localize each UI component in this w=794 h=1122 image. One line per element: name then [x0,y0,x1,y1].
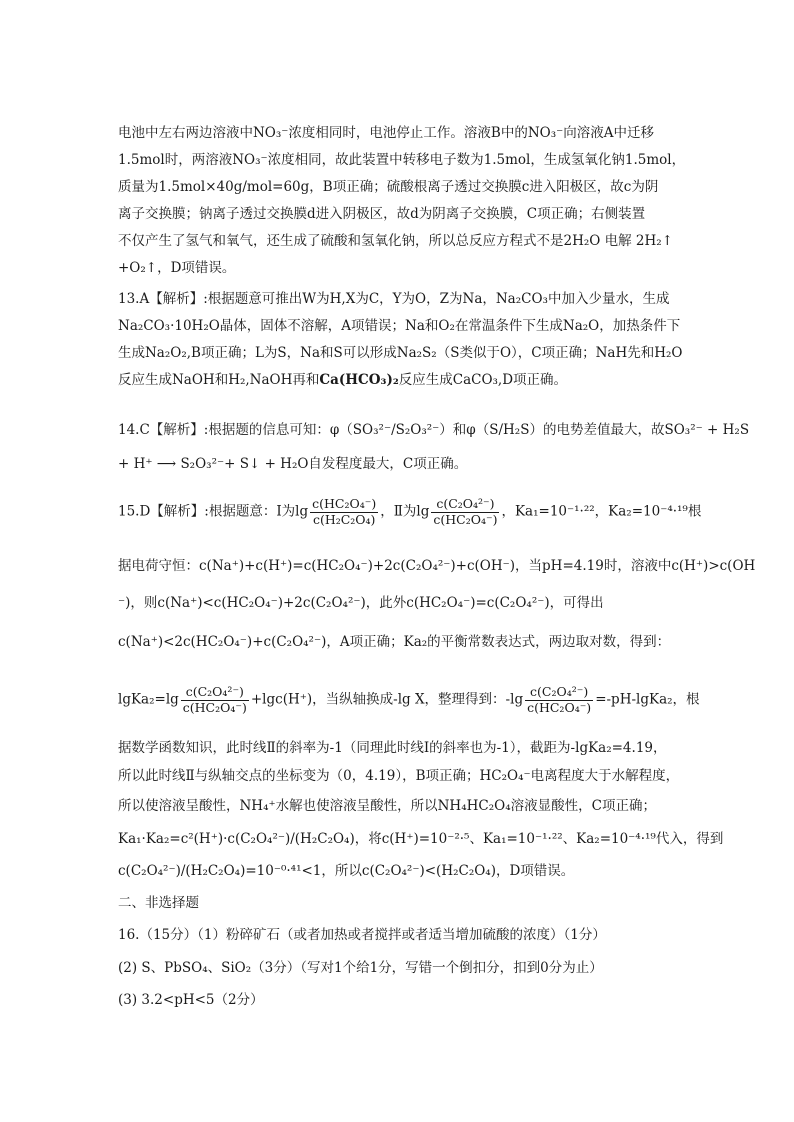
fraction-numerator: c(C₂O₄²⁻) [431,498,499,513]
q13-line: 生成Na₂O₂,B项正确；L为S，Na和S可以形成Na₂S₂（S类似于O），C项正确；NaH先和H₂O [118,345,683,361]
q15-line: 所以使溶液呈酸性，NH₄⁺水解也使溶液呈酸性，所以NH₄HC₂O₄溶液显酸性，C项正确； [118,798,656,814]
text-line: 离子交换膜；钠离子透过交换膜d进入阴极区，故d为阴离子交换膜，C项正确；右侧装置 [118,206,646,222]
fraction-denominator: c(HC₂O₄⁻) [182,699,247,715]
q16-line: 16.（15分）（1）粉碎矿石（或者加热或者搅拌或者适当增加硫酸的浓度）（1分） [118,927,606,943]
fraction-denominator: c(H₂C₂O₄) [312,511,376,527]
q15-text: +lgc(H⁺)，当纵轴换成-lg X，整理得到：-lg [250,691,524,708]
fraction [181,686,249,714]
q15-line [118,684,700,715]
q15-line: 据数学函数知识，此时线Ⅱ的斜率为-1（同理此时线Ⅰ的斜率也为-1），截距为-lgKa₂=4.19， [118,740,667,756]
q15-line: 据电荷守恒：c(Na⁺)+c(H⁺)=c(HC₂O₄⁻)+2c(C₂O₄²⁻)+c(OH⁻)，当pH=4.19时，溶液中c(H⁺)>c(OH [118,558,756,574]
q15-line: Ka₁·Ka₂=c²(H⁺)·c(C₂O₄²⁻)/(H₂C₂O₄)，将c(H⁺)=10⁻²·⁵、Ka₁=10⁻¹·²²、Ka₂=10⁻⁴·¹⁹代入，得到 [118,831,724,847]
q15-text: ，Ka₁=10⁻¹·²²，Ka₂=10⁻⁴·¹⁹根 [501,503,702,520]
q15-line: c(Na⁺)<2c(HC₂O₄⁻)+c(C₂O₄²⁻)，A项正确；Ka₂的平衡常数表达式，两边取对数，得到： [118,634,671,650]
fraction [431,498,499,526]
text-line: 不仅产生了氢气和氧气，还生成了硫酸和氢氧化钠，所以总反应方程式不是2H₂O 电解 2H₂↑ [118,233,674,249]
q15-text: lgKa₂=lg [118,691,179,708]
fraction-denominator: c(HC₂O₄⁻) [527,699,592,715]
q15-line: 所以此时线Ⅱ与纵轴交点的坐标变为（0，4.19），B项正确；HC₂O₄⁻电离程度大于水解程度， [118,768,680,784]
q14-line: + H⁺ ⟶ S₂O₃²⁻+ S↓ + H₂O自发程度最大，C项正确。 [118,456,468,472]
q15-line [118,496,702,527]
fraction-numerator: c(HC₂O₄⁻) [312,496,377,511]
section-heading: 二、非选择题 [118,895,199,911]
q15-text: 15.D【解析】:根据题意：Ⅰ为lg [118,503,309,520]
q13-line [118,374,688,388]
q15-text: ，Ⅱ为lg [380,503,430,520]
q15-text: =-pH-lgKa₂，根 [595,691,700,708]
calcium-bicarbonate-formula: Ca(HCO₃)₂ [319,372,399,388]
fraction [310,498,378,526]
fraction-denominator: c(HC₂O₄⁻) [433,511,498,527]
q16-line: (3) 3.2<pH<5（2分） [118,992,264,1008]
q15-line: ⁻)，则c(Na⁺)<c(HC₂O₄⁻)+2c(C₂O₄²⁻)，此外c(HC₂O₄⁻)=c(C₂O₄²⁻)，可得出 [118,595,604,611]
text-line: +O₂↑，D项错误。 [118,260,236,276]
text-line: 电池中左右两边溶液中NO₃⁻浓度相同时，电池停止工作。溶液B中的NO₃⁻向溶液A中迁移 [118,125,655,141]
text-line: 1.5mol时，两溶液NO₃⁻浓度相同，故此装置中转移电子数为1.5mol，生成氢氧化钠1.5mol， [118,152,686,168]
q16-line: (2) S、PbSO₄、SiO₂（3分）（写对1个给1分，写错一个倒扣分，扣到0分为止） [118,960,603,976]
q13-text: 反应生成NaOH和H₂,NaOH再和 [118,372,320,388]
q13-text: 反应生成CaCO₃,D项正确。 [398,372,568,388]
q14-line: 14.C【解析】:根据题的信息可知：φ（SO₃²⁻/S₂O₃²⁻）和φ（S/H₂S）的电势差值最大，故SO₃²⁻ + H₂S [118,422,750,438]
text-line: 质量为1.5mol×40g/mol=60g，B项正确；硫酸根离子透过交换膜c进入阳极区，故c为阴 [118,179,659,195]
fraction [525,686,593,714]
fraction-numerator: c(C₂O₄²⁻) [181,686,249,701]
q15-line: c(C₂O₄²⁻)/(H₂C₂O₄)=10⁻⁰·⁴¹<1，所以c(C₂O₄²⁻)<(H₂C₂O₄)，D项错误。 [118,863,575,879]
fraction-numerator: c(C₂O₄²⁻) [525,686,593,701]
q13-line: 13.A【解析】:根据题意可推出W为H,X为C，Y为O，Z为Na，Na₂CO₃中加入少量水，生成 [118,291,670,307]
q13-line: Na₂CO₃·10H₂O晶体，固体不溶解，A项错误；Na和O₂在常温条件下生成Na₂O，加热条件下 [118,318,681,334]
